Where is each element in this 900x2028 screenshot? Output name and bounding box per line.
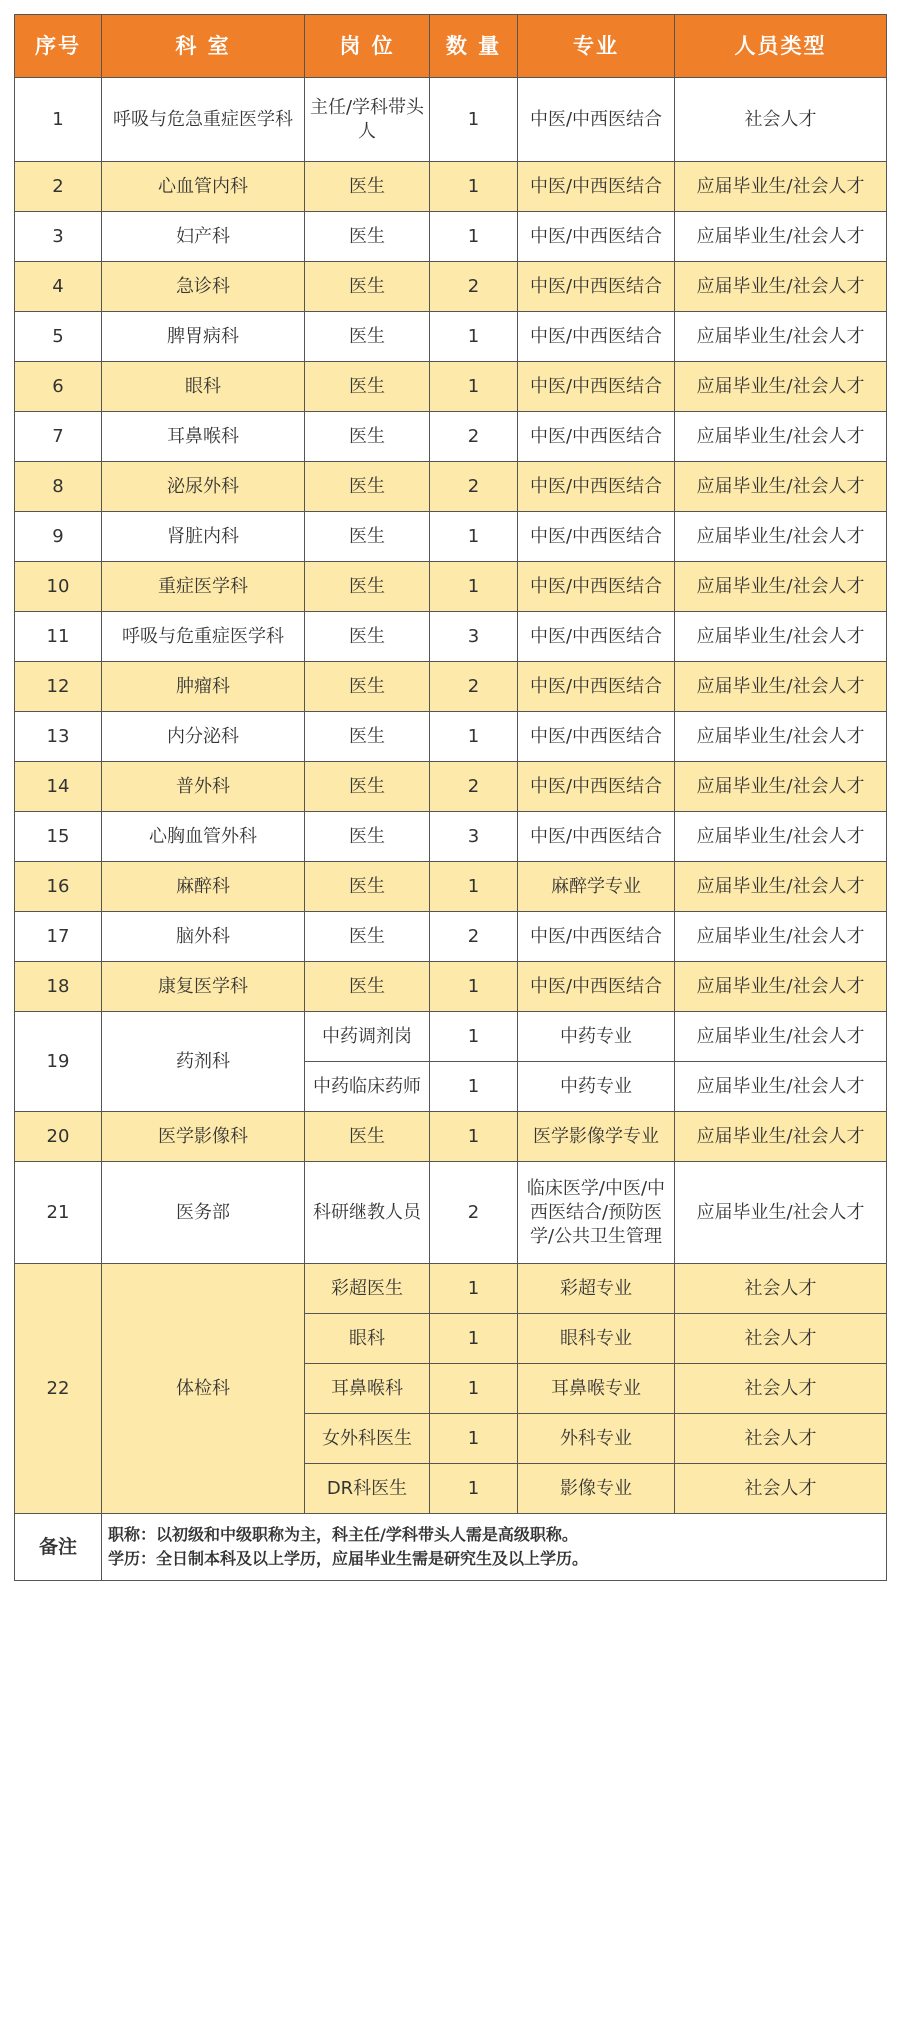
cell-dept: 普外科: [102, 762, 305, 812]
notes-label: 备注: [15, 1514, 102, 1581]
cell-no: 5: [15, 312, 102, 362]
cell-type: 社会人才: [675, 1364, 887, 1414]
cell-type: 应届毕业生/社会人才: [675, 512, 887, 562]
cell-type: 应届毕业生/社会人才: [675, 412, 887, 462]
cell-dept: 体检科: [102, 1264, 305, 1514]
cell-major: 中医/中西医结合: [518, 412, 675, 462]
table-row: [15, 162, 887, 212]
cell-no: 9: [15, 512, 102, 562]
cell-major: 中医/中西医结合: [518, 712, 675, 762]
cell-major: 中医/中西医结合: [518, 78, 675, 162]
cell-post: 医生: [305, 562, 430, 612]
cell-no: 6: [15, 362, 102, 412]
cell-type: 应届毕业生/社会人才: [675, 862, 887, 912]
cell-type: 应届毕业生/社会人才: [675, 962, 887, 1012]
cell-dept: 医学影像科: [102, 1112, 305, 1162]
cell-major: 麻醉学专业: [518, 862, 675, 912]
cell-post: 医生: [305, 262, 430, 312]
cell-qty: 1: [430, 1364, 518, 1414]
cell-qty: 2: [430, 1162, 518, 1264]
cell-major: 耳鼻喉专业: [518, 1364, 675, 1414]
cell-no: 2: [15, 162, 102, 212]
cell-no: 20: [15, 1112, 102, 1162]
cell-type: 应届毕业生/社会人才: [675, 1162, 887, 1264]
table-row: [15, 1264, 887, 1314]
cell-type: 应届毕业生/社会人才: [675, 312, 887, 362]
cell-post: 主任/学科带头人: [305, 78, 430, 162]
cell-major: 中医/中西医结合: [518, 512, 675, 562]
cell-post: 医生: [305, 462, 430, 512]
cell-major: 中医/中西医结合: [518, 812, 675, 862]
note-line-education: 学历：全日制本科及以上学历，应届毕业生需是研究生及以上学历。: [108, 1549, 589, 1568]
cell-post: 医生: [305, 812, 430, 862]
table-row: [15, 812, 887, 862]
cell-qty: 2: [430, 912, 518, 962]
cell-dept: 心胸血管外科: [102, 812, 305, 862]
cell-qty: 1: [430, 1112, 518, 1162]
cell-type: 应届毕业生/社会人才: [675, 262, 887, 312]
table-row: [15, 662, 887, 712]
cell-post: 医生: [305, 512, 430, 562]
cell-post: 医生: [305, 1112, 430, 1162]
cell-type: 应届毕业生/社会人才: [675, 662, 887, 712]
table-row: [15, 212, 887, 262]
cell-major: 中医/中西医结合: [518, 962, 675, 1012]
cell-type: 应届毕业生/社会人才: [675, 462, 887, 512]
cell-post: 中药临床药师: [305, 1062, 430, 1112]
cell-no: 11: [15, 612, 102, 662]
cell-post: 医生: [305, 662, 430, 712]
cell-type: 社会人才: [675, 1414, 887, 1464]
cell-dept: 康复医学科: [102, 962, 305, 1012]
cell-post: 中药调剂岗: [305, 1012, 430, 1062]
table-row: [15, 1112, 887, 1162]
cell-major: 中医/中西医结合: [518, 312, 675, 362]
cell-major: 影像专业: [518, 1464, 675, 1514]
cell-type: 应届毕业生/社会人才: [675, 1062, 887, 1112]
header-major: 专业: [518, 15, 675, 78]
cell-major: 眼科专业: [518, 1314, 675, 1364]
cell-qty: 1: [430, 1264, 518, 1314]
cell-qty: 1: [430, 162, 518, 212]
cell-dept: 内分泌科: [102, 712, 305, 762]
cell-no: 10: [15, 562, 102, 612]
cell-type: 应届毕业生/社会人才: [675, 562, 887, 612]
table-row: [15, 312, 887, 362]
cell-qty: 1: [430, 562, 518, 612]
cell-type: 应届毕业生/社会人才: [675, 912, 887, 962]
cell-post: 医生: [305, 862, 430, 912]
cell-qty: 3: [430, 812, 518, 862]
cell-qty: 2: [430, 662, 518, 712]
cell-qty: 1: [430, 212, 518, 262]
cell-no: 22: [15, 1264, 102, 1514]
cell-major: 中医/中西医结合: [518, 612, 675, 662]
cell-no: 3: [15, 212, 102, 262]
cell-major: 临床医学/中医/中西医结合/预防医学/公共卫生管理: [518, 1162, 675, 1264]
cell-dept: 医务部: [102, 1162, 305, 1264]
cell-post: 医生: [305, 212, 430, 262]
header-type: 人员类型: [675, 15, 887, 78]
cell-qty: 3: [430, 612, 518, 662]
cell-type: 应届毕业生/社会人才: [675, 812, 887, 862]
cell-no: 15: [15, 812, 102, 862]
cell-qty: 1: [430, 78, 518, 162]
cell-dept: 急诊科: [102, 262, 305, 312]
table-body: [15, 78, 887, 1514]
cell-no: 8: [15, 462, 102, 512]
cell-major: 中药专业: [518, 1062, 675, 1112]
cell-major: 中医/中西医结合: [518, 262, 675, 312]
cell-major: 中医/中西医结合: [518, 662, 675, 712]
cell-post: 彩超医生: [305, 1264, 430, 1314]
cell-type: 应届毕业生/社会人才: [675, 1012, 887, 1062]
cell-type: 应届毕业生/社会人才: [675, 712, 887, 762]
cell-type: 应届毕业生/社会人才: [675, 162, 887, 212]
cell-major: 中医/中西医结合: [518, 562, 675, 612]
table-row: [15, 962, 887, 1012]
cell-dept: 药剂科: [102, 1012, 305, 1112]
cell-type: 应届毕业生/社会人才: [675, 362, 887, 412]
cell-type: 社会人才: [675, 1314, 887, 1364]
cell-no: 1: [15, 78, 102, 162]
cell-dept: 妇产科: [102, 212, 305, 262]
cell-qty: 1: [430, 1464, 518, 1514]
cell-dept: 心血管内科: [102, 162, 305, 212]
cell-post: 医生: [305, 312, 430, 362]
cell-post: 眼科: [305, 1314, 430, 1364]
cell-qty: 1: [430, 712, 518, 762]
cell-no: 18: [15, 962, 102, 1012]
header-post: 岗 位: [305, 15, 430, 78]
table-row: [15, 612, 887, 662]
cell-major: 外科专业: [518, 1414, 675, 1464]
cell-type: 社会人才: [675, 78, 887, 162]
cell-no: 12: [15, 662, 102, 712]
table-row: [15, 262, 887, 312]
cell-dept: 呼吸与危重症医学科: [102, 612, 305, 662]
cell-no: 17: [15, 912, 102, 962]
cell-dept: 肿瘤科: [102, 662, 305, 712]
cell-post: 科研继教人员: [305, 1162, 430, 1264]
cell-post: 医生: [305, 412, 430, 462]
cell-qty: 1: [430, 512, 518, 562]
cell-dept: 重症医学科: [102, 562, 305, 612]
notes-text: [102, 1514, 887, 1581]
notes-row: [15, 1514, 887, 1581]
table-row: [15, 78, 887, 162]
cell-type: 社会人才: [675, 1464, 887, 1514]
cell-dept: 泌尿外科: [102, 462, 305, 512]
header-no: 序号: [15, 15, 102, 78]
cell-dept: 脾胃病科: [102, 312, 305, 362]
cell-post: 医生: [305, 762, 430, 812]
table-row: [15, 412, 887, 462]
cell-post: 女外科医生: [305, 1414, 430, 1464]
cell-major: 中医/中西医结合: [518, 362, 675, 412]
cell-dept: 肾脏内科: [102, 512, 305, 562]
cell-qty: 2: [430, 762, 518, 812]
cell-dept: 眼科: [102, 362, 305, 412]
cell-type: 应届毕业生/社会人才: [675, 1112, 887, 1162]
cell-post: 医生: [305, 962, 430, 1012]
cell-no: 14: [15, 762, 102, 812]
header-qty: 数 量: [430, 15, 518, 78]
cell-qty: 1: [430, 1414, 518, 1464]
cell-no: 16: [15, 862, 102, 912]
cell-major: 中药专业: [518, 1012, 675, 1062]
cell-post: 医生: [305, 612, 430, 662]
cell-post: 医生: [305, 712, 430, 762]
cell-no: 4: [15, 262, 102, 312]
cell-qty: 1: [430, 1062, 518, 1112]
note-line-title: 职称：以初级和中级职称为主，科主任/学科带头人需是高级职称。: [108, 1525, 578, 1544]
cell-major: 彩超专业: [518, 1264, 675, 1314]
cell-post: 医生: [305, 362, 430, 412]
cell-no: 21: [15, 1162, 102, 1264]
table-row: [15, 1162, 887, 1264]
cell-major: 中医/中西医结合: [518, 212, 675, 262]
table-row: [15, 1012, 887, 1062]
table-row: [15, 712, 887, 762]
cell-qty: 2: [430, 412, 518, 462]
table-row: [15, 562, 887, 612]
cell-major: 中医/中西医结合: [518, 162, 675, 212]
cell-post: 医生: [305, 162, 430, 212]
cell-dept: 耳鼻喉科: [102, 412, 305, 462]
cell-type: 应届毕业生/社会人才: [675, 212, 887, 262]
cell-qty: 2: [430, 262, 518, 312]
cell-qty: 1: [430, 312, 518, 362]
cell-qty: 1: [430, 962, 518, 1012]
cell-post: 医生: [305, 912, 430, 962]
cell-type: 应届毕业生/社会人才: [675, 762, 887, 812]
recruitment-table: [14, 14, 887, 1581]
cell-qty: 2: [430, 462, 518, 512]
cell-dept: 呼吸与危急重症医学科: [102, 78, 305, 162]
cell-major: 中医/中西医结合: [518, 762, 675, 812]
cell-qty: 1: [430, 362, 518, 412]
header-dept: 科 室: [102, 15, 305, 78]
cell-type: 应届毕业生/社会人才: [675, 612, 887, 662]
cell-no: 13: [15, 712, 102, 762]
table-row: [15, 462, 887, 512]
table-row: [15, 512, 887, 562]
cell-dept: 麻醉科: [102, 862, 305, 912]
table-row: [15, 362, 887, 412]
cell-no: 7: [15, 412, 102, 462]
cell-qty: 1: [430, 1314, 518, 1364]
cell-major: 中医/中西医结合: [518, 462, 675, 512]
cell-post: DR科医生: [305, 1464, 430, 1514]
table-row: [15, 912, 887, 962]
cell-no: 19: [15, 1012, 102, 1112]
cell-dept: 脑外科: [102, 912, 305, 962]
cell-qty: 1: [430, 1012, 518, 1062]
table-row: [15, 762, 887, 812]
header-row: [15, 15, 887, 78]
cell-qty: 1: [430, 862, 518, 912]
cell-type: 社会人才: [675, 1264, 887, 1314]
table-row: [15, 862, 887, 912]
cell-major: 医学影像学专业: [518, 1112, 675, 1162]
cell-post: 耳鼻喉科: [305, 1364, 430, 1414]
cell-major: 中医/中西医结合: [518, 912, 675, 962]
